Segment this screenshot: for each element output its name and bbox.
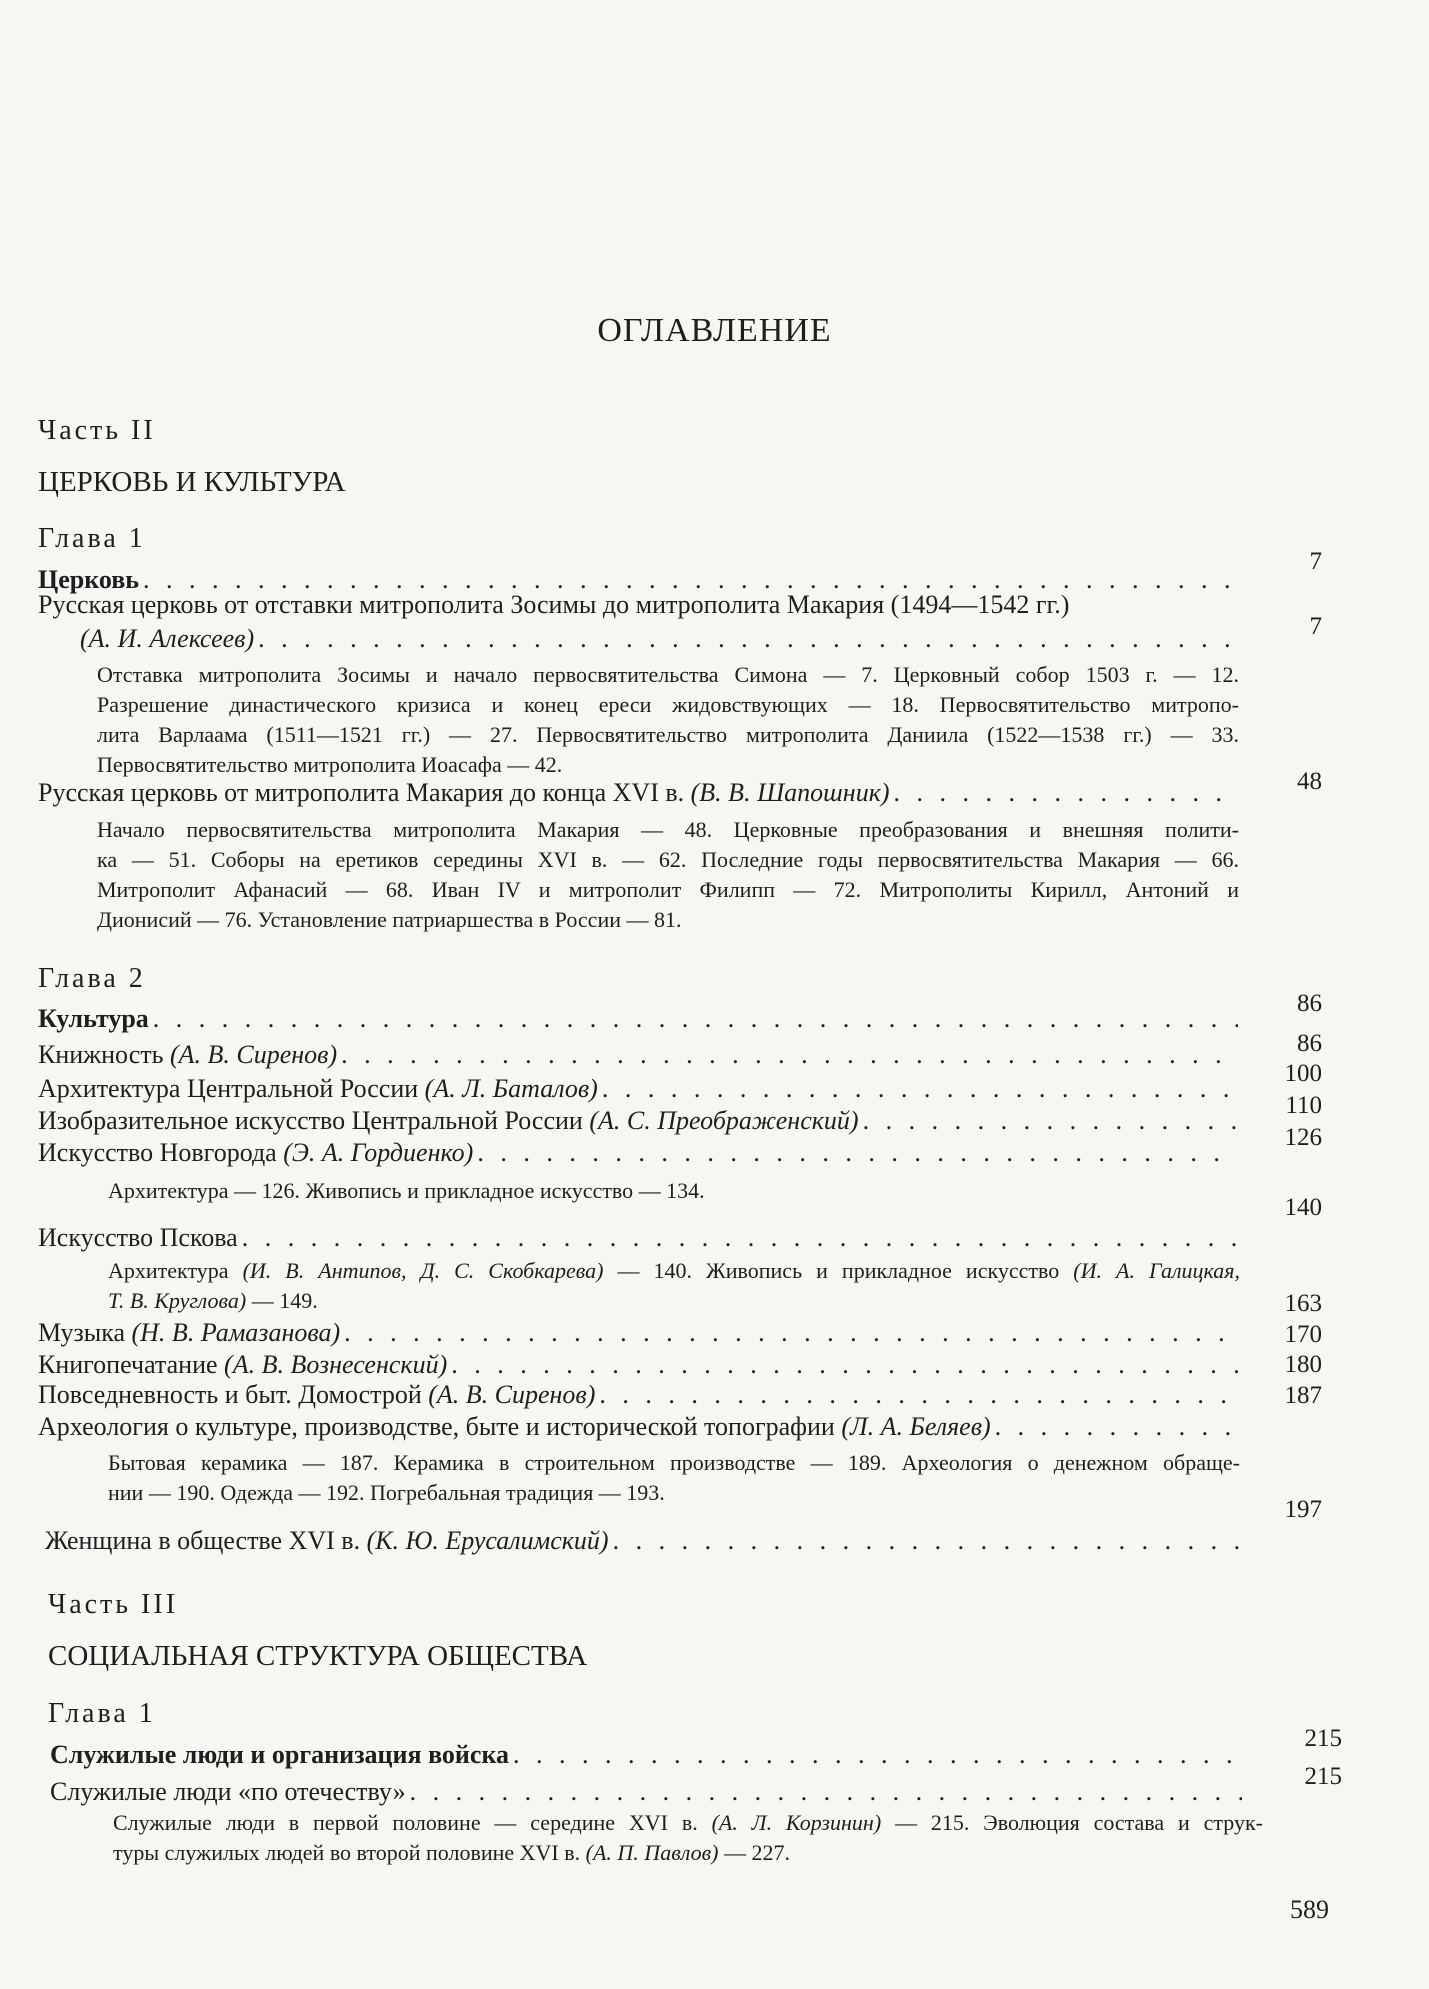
toc-entry-author: (Н. В. Рамазанова)	[131, 1318, 341, 1347]
toc-entry-subsections	[108, 1448, 1240, 1508]
subsection-line: Разрешение династического кризиса и конец ереси жидовствующих — 18. Первосвятительство митропо-	[97, 692, 1239, 717]
toc-entry-title: Изобразительное искусство Центральной России	[38, 1106, 583, 1135]
toc-page-number: 187	[1284, 1382, 1322, 1409]
subsection-line: лита Варлаама (1511—1521 гг.) — 27. Первосвятительство митрополита Даниила (1522—1538 гг.) — 33.	[97, 722, 1239, 747]
subsection-line: Начало первосвятительства митрополита Макария — 48. Церковные преобразования и внешняя полити-	[97, 817, 1239, 842]
subsection-line: Отставка митрополита Зосимы и начало первосвятительства Симона — 7. Церковный собор 1503 г. — 12.	[97, 662, 1239, 687]
part-3-title: СОЦИАЛЬНАЯ СТРУКТУРА ОБЩЕСТВА	[48, 1640, 588, 1672]
toc-entry[interactable]	[38, 1138, 1238, 1168]
toc-heading-service-people[interactable]	[50, 1740, 1242, 1770]
toc-entry-title: Архитектура Центральной России	[38, 1074, 419, 1103]
toc-entry-author: (Э. А. Гордиенко)	[283, 1138, 474, 1167]
toc-entry[interactable]	[38, 1223, 1238, 1253]
subsection-text: — 215. Эволюция состава и струк-	[881, 1810, 1263, 1835]
toc-entry-title: Археология о культуре, производстве, быте и исторической топографии	[38, 1412, 835, 1441]
dot-leader	[602, 1074, 1238, 1104]
toc-heading-culture[interactable]	[38, 1004, 1238, 1034]
part-2-chapter-1-label: Глава 1	[38, 523, 146, 554]
part-3-chapter-1-label: Глава 1	[48, 1698, 156, 1729]
dot-leader	[599, 1380, 1238, 1410]
dot-leader	[341, 1040, 1238, 1070]
subsection-author: (А. П. Павлов)	[585, 1840, 719, 1865]
toc-entry-title: Искусство Новгорода	[38, 1138, 277, 1167]
subsection-line	[113, 1808, 1263, 1838]
subsection-line	[108, 1256, 1240, 1286]
toc-page-number: 215	[1304, 1763, 1342, 1790]
toc-heading-text: Церковь	[38, 565, 140, 594]
subsection-text: Архитектура	[108, 1258, 243, 1283]
subsection-line	[108, 1286, 1240, 1316]
dot-leader	[242, 1223, 1238, 1253]
toc-entry-author: (А. В. Сиренов)	[428, 1380, 596, 1409]
dot-leader	[451, 1350, 1238, 1380]
subsection-text: Служилые люди в первой половине — середине XVI в.	[113, 1810, 712, 1835]
subsection-line: Архитектура — 126. Живопись и прикладное искусство — 134.	[108, 1178, 705, 1203]
toc-entry-author: (А. Л. Баталов)	[424, 1074, 598, 1103]
subsection-text: — 149.	[246, 1288, 318, 1313]
dot-leader	[513, 1740, 1242, 1770]
toc-entry-subsections	[113, 1808, 1263, 1868]
toc-entry-title: Книгопечатание	[38, 1350, 218, 1379]
toc-entry[interactable]	[38, 1040, 1238, 1070]
toc-entry-author: (Л. А. Беляев)	[841, 1412, 991, 1441]
toc-page-number: 215	[1304, 1725, 1342, 1752]
toc-entry-title: Повседневность и быт. Домострой	[38, 1380, 422, 1409]
subsection-line: Митрополит Афанасий — 68. Иван IV и митрополит Филипп — 72. Митрополиты Кирилл, Антоний и	[97, 877, 1239, 902]
part-3-label: Часть III	[48, 1589, 179, 1620]
subsection-line: Бытовая керамика — 187. Керамика в строительном производстве — 189. Археология о денежном обраще-	[108, 1450, 1240, 1475]
toc-page-number: 86	[1297, 990, 1322, 1017]
part-2-chapter-2-label: Глава 2	[38, 963, 146, 994]
part-2-label: Часть II	[38, 415, 156, 446]
toc-entry[interactable]	[50, 1777, 1242, 1807]
toc-entry[interactable]	[38, 1350, 1238, 1380]
toc-entry[interactable]	[38, 1380, 1238, 1410]
toc-entry-author: (В. В. Шапошник)	[690, 778, 890, 807]
toc-entry-author: (А. И. Алексеев)	[80, 624, 255, 653]
subsection-author: (И. А. Галицкая,	[1073, 1258, 1241, 1283]
toc-page-number: 170	[1284, 1321, 1322, 1348]
toc-entry-subsections	[108, 1256, 1240, 1316]
toc-page-number: 126	[1284, 1124, 1322, 1151]
toc-entry-title: Книжность	[38, 1040, 164, 1069]
part-2-title: ЦЕРКОВЬ И КУЛЬТУРА	[38, 466, 346, 498]
toc-entry-subsections	[97, 815, 1239, 935]
dot-leader	[863, 1106, 1238, 1136]
toc-page-number: 48	[1297, 768, 1322, 795]
subsection-author: Т. В. Круглова)	[108, 1288, 247, 1313]
dot-leader	[153, 1004, 1238, 1034]
toc-heading-text: Культура	[38, 1004, 149, 1033]
subsection-line: ка — 51. Соборы на еретиков середины XVI в. — 62. Последние годы первосвятительства Макария — 66.	[97, 847, 1239, 872]
page-title: ОГЛАВЛЕНИЕ	[597, 312, 832, 349]
dot-leader	[477, 1138, 1238, 1168]
dot-leader	[258, 624, 1238, 654]
subsection-text: — 227.	[718, 1840, 790, 1865]
toc-page-number: 7	[1309, 613, 1322, 640]
toc-entry[interactable]	[38, 1074, 1238, 1104]
toc-entry-author: (А. В. Сиренов)	[169, 1040, 338, 1069]
toc-entry-author: (К. Ю. Ерусалимский)	[366, 1526, 609, 1555]
toc-entry-subsections	[97, 660, 1239, 780]
toc-entry-title: Служилые люди «по отечеству»	[50, 1777, 406, 1806]
toc-entry-author: (А. В. Вознесенский)	[224, 1350, 448, 1379]
subsection-author: (И. В. Антипов, Д. С. Скобкарева)	[242, 1258, 604, 1283]
toc-entry[interactable]	[38, 778, 1238, 808]
toc-entry[interactable]	[38, 1318, 1238, 1348]
dot-leader	[613, 1526, 1239, 1556]
subsection-text: туры служилых людей во второй половине XVI в.	[113, 1840, 586, 1865]
toc-page-number: 197	[1284, 1496, 1322, 1523]
toc-entry-author: (А. С. Преображенский)	[589, 1106, 859, 1135]
dot-leader	[995, 1412, 1238, 1442]
dot-leader	[344, 1318, 1238, 1348]
dot-leader	[894, 778, 1238, 808]
toc-page-number: 100	[1284, 1060, 1322, 1087]
subsection-text: — 140. Живопись и прикладное искусство	[603, 1258, 1074, 1283]
subsection-line: Первосвятительство митрополита Иоасафа — 42.	[97, 752, 563, 777]
toc-page-number: 7	[1309, 548, 1322, 575]
dot-leader	[410, 1777, 1242, 1807]
toc-heading-text: Служилые люди и организация войска	[50, 1740, 510, 1769]
toc-entry-subsections	[108, 1176, 1208, 1206]
toc-page-number: 163	[1284, 1290, 1322, 1317]
toc-entry-author-line	[80, 624, 1238, 654]
toc-page-number: 86	[1297, 1030, 1322, 1057]
subsection-line: Дионисий — 76. Установление патриаршества в России — 81.	[97, 907, 682, 932]
toc-entry-title: Музыка	[38, 1318, 125, 1347]
subsection-line: нии — 190. Одежда — 192. Погребальная традиция — 193.	[108, 1480, 665, 1505]
subsection-author: (А. Л. Корзинин)	[711, 1810, 882, 1835]
toc-entry-title[interactable]: Русская церковь от отставки митрополита Зосимы до митрополита Макария (1494—1542 гг.)	[38, 590, 1070, 619]
toc-page-number: 180	[1284, 1351, 1322, 1378]
subsection-line	[113, 1838, 1263, 1868]
toc-page-number: 110	[1285, 1092, 1322, 1119]
toc-entry-title: Искусство Пскова	[38, 1223, 238, 1252]
page-number-footer: 589	[1290, 1895, 1329, 1924]
toc-entry[interactable]	[38, 1412, 1238, 1442]
toc-entry-title: Женщина в обществе XVI в.	[45, 1526, 361, 1555]
toc-entry[interactable]	[45, 1526, 1239, 1556]
toc-page-number: 140	[1284, 1194, 1322, 1221]
toc-entry[interactable]	[38, 1106, 1238, 1136]
toc-entry-title: Русская церковь от митрополита Макария до конца XVI в.	[38, 778, 685, 807]
